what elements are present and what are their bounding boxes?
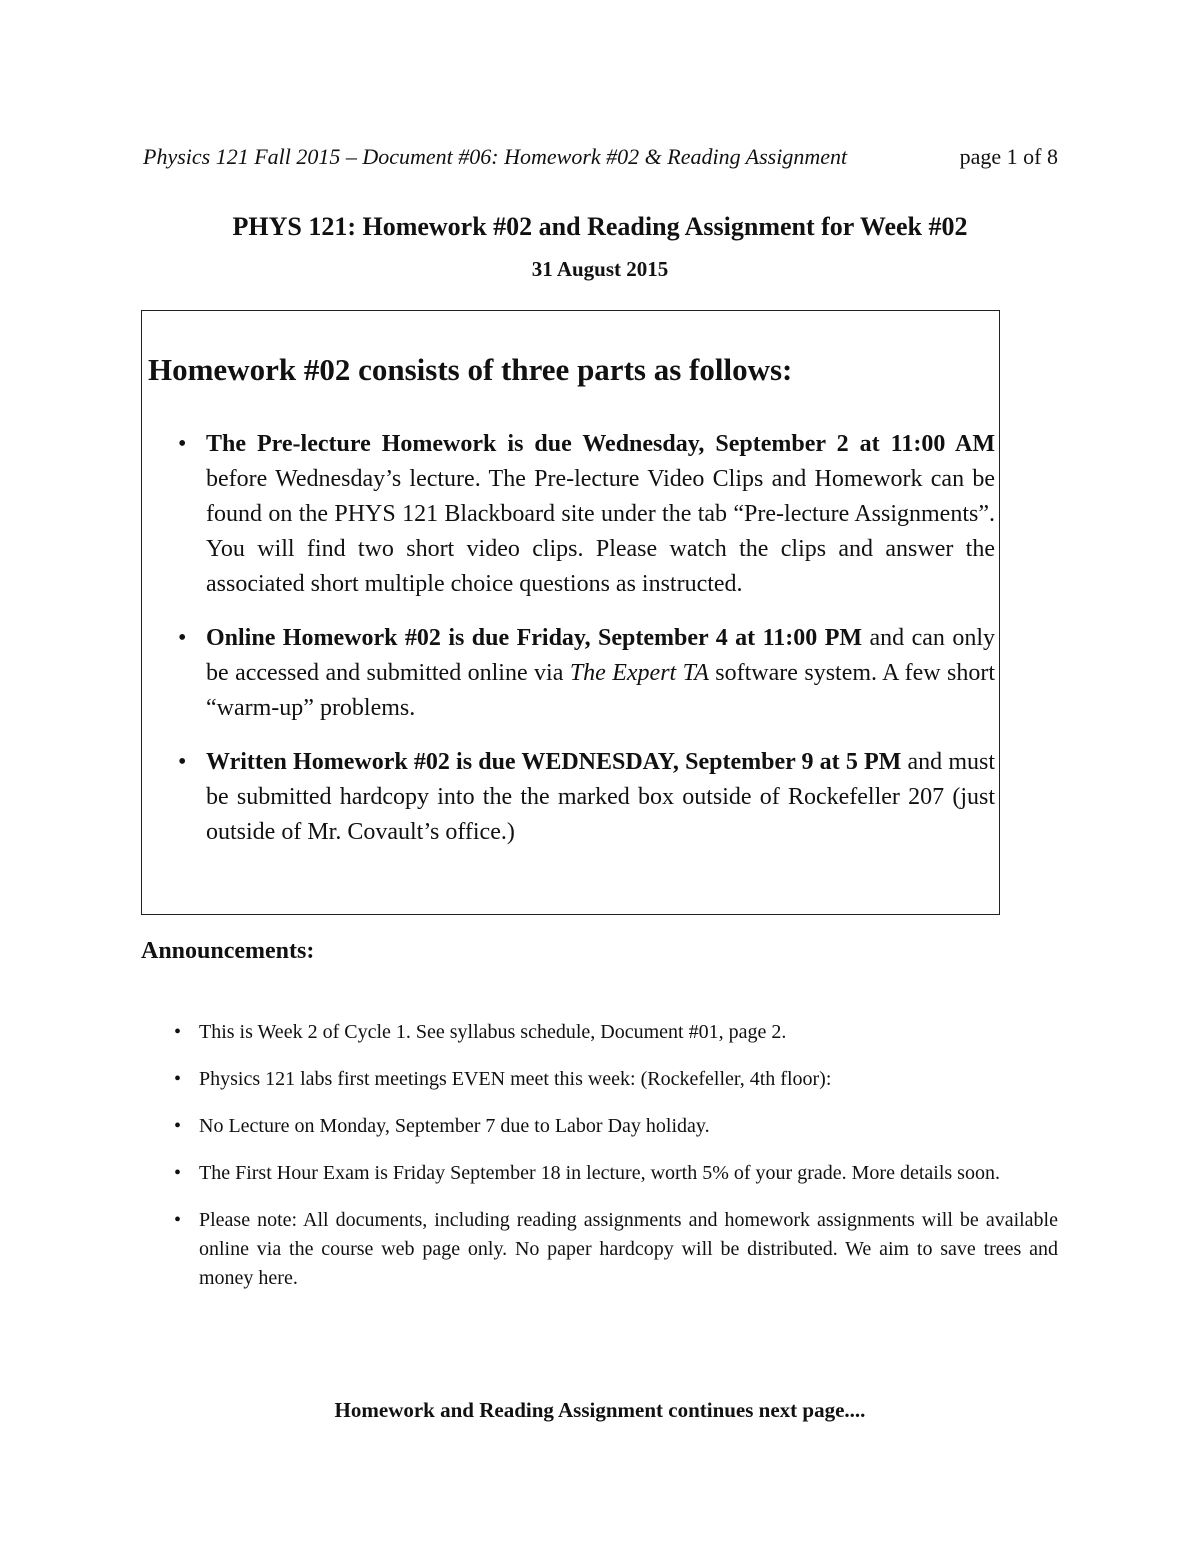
bullet-icon: • — [178, 625, 187, 651]
bullet-icon: • — [174, 1021, 182, 1043]
announcement-item — [174, 1159, 1058, 1188]
homework-list — [178, 427, 995, 869]
bullet-icon: • — [178, 749, 187, 775]
homework-item-deadline: Written Homework #02 is due WEDNESDAY, September 9 at 5 PM — [206, 749, 902, 775]
document-title: PHYS 121: Homework #02 and Reading Assignment for Week #02 — [232, 212, 968, 241]
software-name: The Expert TA — [569, 660, 709, 686]
announcement-text: This is Week 2 of Cycle 1. See syllabus schedule, Document #01, page 2. — [199, 1021, 787, 1043]
document-date: 31 August 2015 — [531, 257, 669, 281]
bullet-icon: • — [174, 1068, 182, 1090]
page-number: page 1 of 8 — [959, 144, 1058, 169]
continues-note: Homework and Reading Assignment continues next page.... — [334, 1398, 866, 1422]
announcement-text: Physics 121 labs first meetings EVEN meet this week: (Rockefeller, 4th floor): — [199, 1068, 832, 1090]
homework-item-deadline: The Pre-lecture Homework is due Wednesday, September 2 at 11:00 AM — [206, 431, 995, 457]
homework-item-written — [178, 745, 995, 850]
announcements-list — [174, 1018, 1058, 1311]
homework-item-online — [178, 621, 995, 726]
homework-item-text: and must be submitted hardcopy into the the marked box outside of Rockefeller 207 (just outside of Mr. Covault’s office.) — [206, 749, 996, 845]
announcement-item — [174, 1018, 1058, 1047]
homework-item-text: software system. A few short “warm-up” problems. — [206, 660, 995, 721]
announcement-item — [174, 1206, 1058, 1293]
bullet-icon: • — [174, 1209, 182, 1231]
announcements-heading: Announcements: — [141, 938, 315, 964]
running-header — [143, 144, 1058, 170]
announcement-text: Please note: All documents, including reading assignments and homework assignments will be available online via the course web page only. No paper hardcopy will be distributed. We aim to save trees and money here. — [199, 1209, 1058, 1289]
homework-item-deadline: Online Homework #02 is due Friday, September 4 at 11:00 PM — [206, 625, 863, 651]
homework-item-text: and can only be accessed and submitted online via — [206, 625, 996, 686]
announcement-text: The First Hour Exam is Friday September 18 in lecture, worth 5% of your grade. More details soon. — [199, 1162, 1000, 1184]
bullet-icon: • — [174, 1115, 182, 1137]
bullet-icon: • — [178, 431, 187, 457]
homework-box-heading: Homework #02 consists of three parts as follows: — [148, 352, 793, 387]
announcement-item — [174, 1112, 1058, 1141]
homework-item-prelecture — [178, 427, 995, 602]
bullet-icon: • — [174, 1162, 182, 1184]
announcement-text: No Lecture on Monday, September 7 due to Labor Day holiday. — [199, 1115, 710, 1137]
running-header-title: Physics 121 Fall 2015 – Document #06: Homework #02 & Reading Assignment — [143, 144, 848, 169]
homework-item-text: before Wednesday’s lecture. The Pre-lecture Video Clips and Homework can be found on the PHYS 121 Blackboard site under the tab “Pre-lecture Assignments”. You will find two short video clips. Please watch the clips and answer the associated short multiple choice questions as instructed. — [206, 466, 995, 597]
announcement-item — [174, 1065, 1058, 1094]
